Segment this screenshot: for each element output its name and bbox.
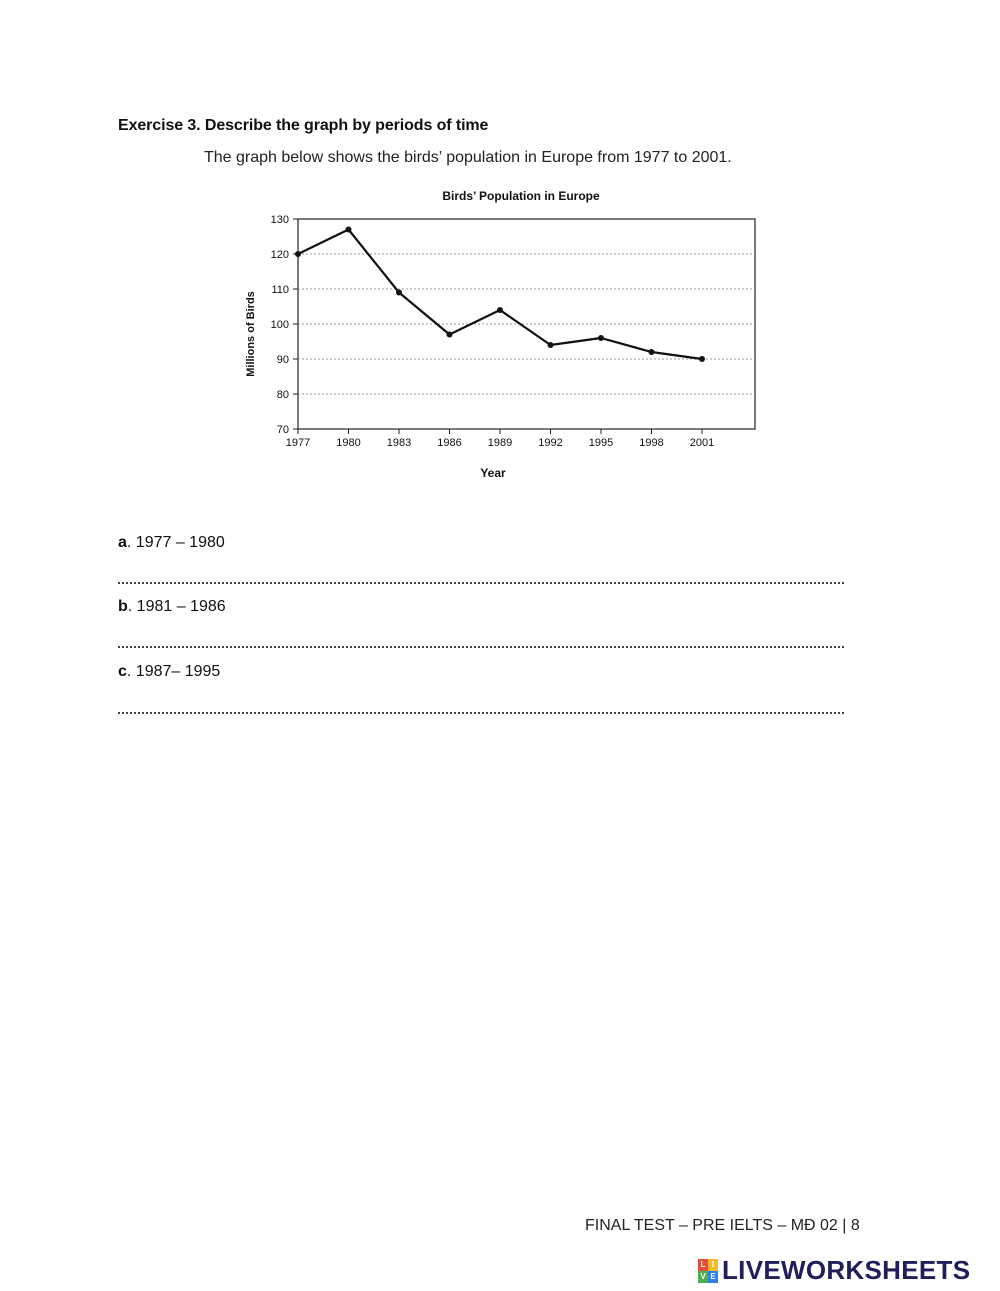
data-point-1977 <box>295 251 301 257</box>
chart-svg <box>228 182 773 492</box>
y-axis-ticks <box>271 214 298 436</box>
data-point-1995 <box>598 335 604 341</box>
x-tick-label-1980: 1980 <box>336 437 361 449</box>
population-line <box>298 230 702 360</box>
x-axis-label: Year <box>480 466 506 480</box>
question-c-letter: c <box>118 663 127 680</box>
answer-line-c[interactable] <box>118 702 844 714</box>
question-a-period: . 1977 – 1980 <box>126 534 225 551</box>
y-axis-label: Millions of Birds <box>245 291 257 377</box>
question-a-letter: a <box>118 534 127 551</box>
question-b <box>118 598 226 616</box>
x-tick-label-1995: 1995 <box>588 437 614 449</box>
data-point-2001 <box>699 356 705 362</box>
x-tick-label-1989: 1989 <box>487 437 513 449</box>
question-b-period: . 1981 – 1986 <box>127 598 226 615</box>
question-b-letter: b <box>118 598 128 615</box>
series-layer <box>295 227 705 363</box>
chart-title: Birds’ Population in Europe <box>442 189 600 203</box>
data-point-1986 <box>447 332 453 338</box>
x-tick-label-2001: 2001 <box>689 437 715 449</box>
question-c <box>118 663 220 681</box>
x-tick-label-1992: 1992 <box>538 437 563 449</box>
liveworksheets-logo[interactable] <box>698 1255 970 1286</box>
y-tick-label-70: 70 <box>276 424 289 436</box>
x-axis-ticks <box>286 429 714 449</box>
data-point-1998 <box>649 349 655 355</box>
brand-name: LIVEWORKSHEETS <box>722 1255 971 1285</box>
data-point-1992 <box>548 342 554 348</box>
x-tick-label-1998: 1998 <box>639 437 664 449</box>
brand-mark-i: I <box>708 1259 718 1271</box>
x-tick-label-1977: 1977 <box>285 437 311 449</box>
data-point-1983 <box>396 290 402 296</box>
data-point-1989 <box>497 307 503 313</box>
y-tick-label-130: 130 <box>270 214 289 226</box>
brand-mark-v: V <box>698 1271 708 1283</box>
x-tick-label-1986: 1986 <box>437 437 462 449</box>
question-a <box>118 534 225 552</box>
x-tick-label-1983: 1983 <box>386 437 412 449</box>
answer-line-b[interactable] <box>118 636 844 648</box>
y-tick-label-120: 120 <box>270 249 289 261</box>
data-point-1980 <box>346 227 352 233</box>
brand-mark-icon <box>698 1259 718 1283</box>
exercise-heading: Exercise 3. Describe the graph by periods of time <box>118 117 489 134</box>
y-tick-label-100: 100 <box>270 319 289 331</box>
y-tick-label-80: 80 <box>276 389 289 401</box>
y-tick-label-110: 110 <box>271 284 289 296</box>
brand-mark-e: E <box>708 1271 718 1283</box>
y-tick-label-90: 90 <box>276 354 289 366</box>
exercise-intro: The graph below shows the birds’ population in Europe from 1977 to 2001. <box>204 149 732 166</box>
question-c-period: . 1987– 1995 <box>126 663 221 680</box>
answer-line-a[interactable] <box>118 572 844 584</box>
brand-mark-l: L <box>698 1259 708 1271</box>
birds-population-chart <box>228 182 773 492</box>
page-footer: FINAL TEST – PRE IELTS – MĐ 02 | 8 <box>585 1217 860 1234</box>
grid-lines <box>298 254 755 394</box>
